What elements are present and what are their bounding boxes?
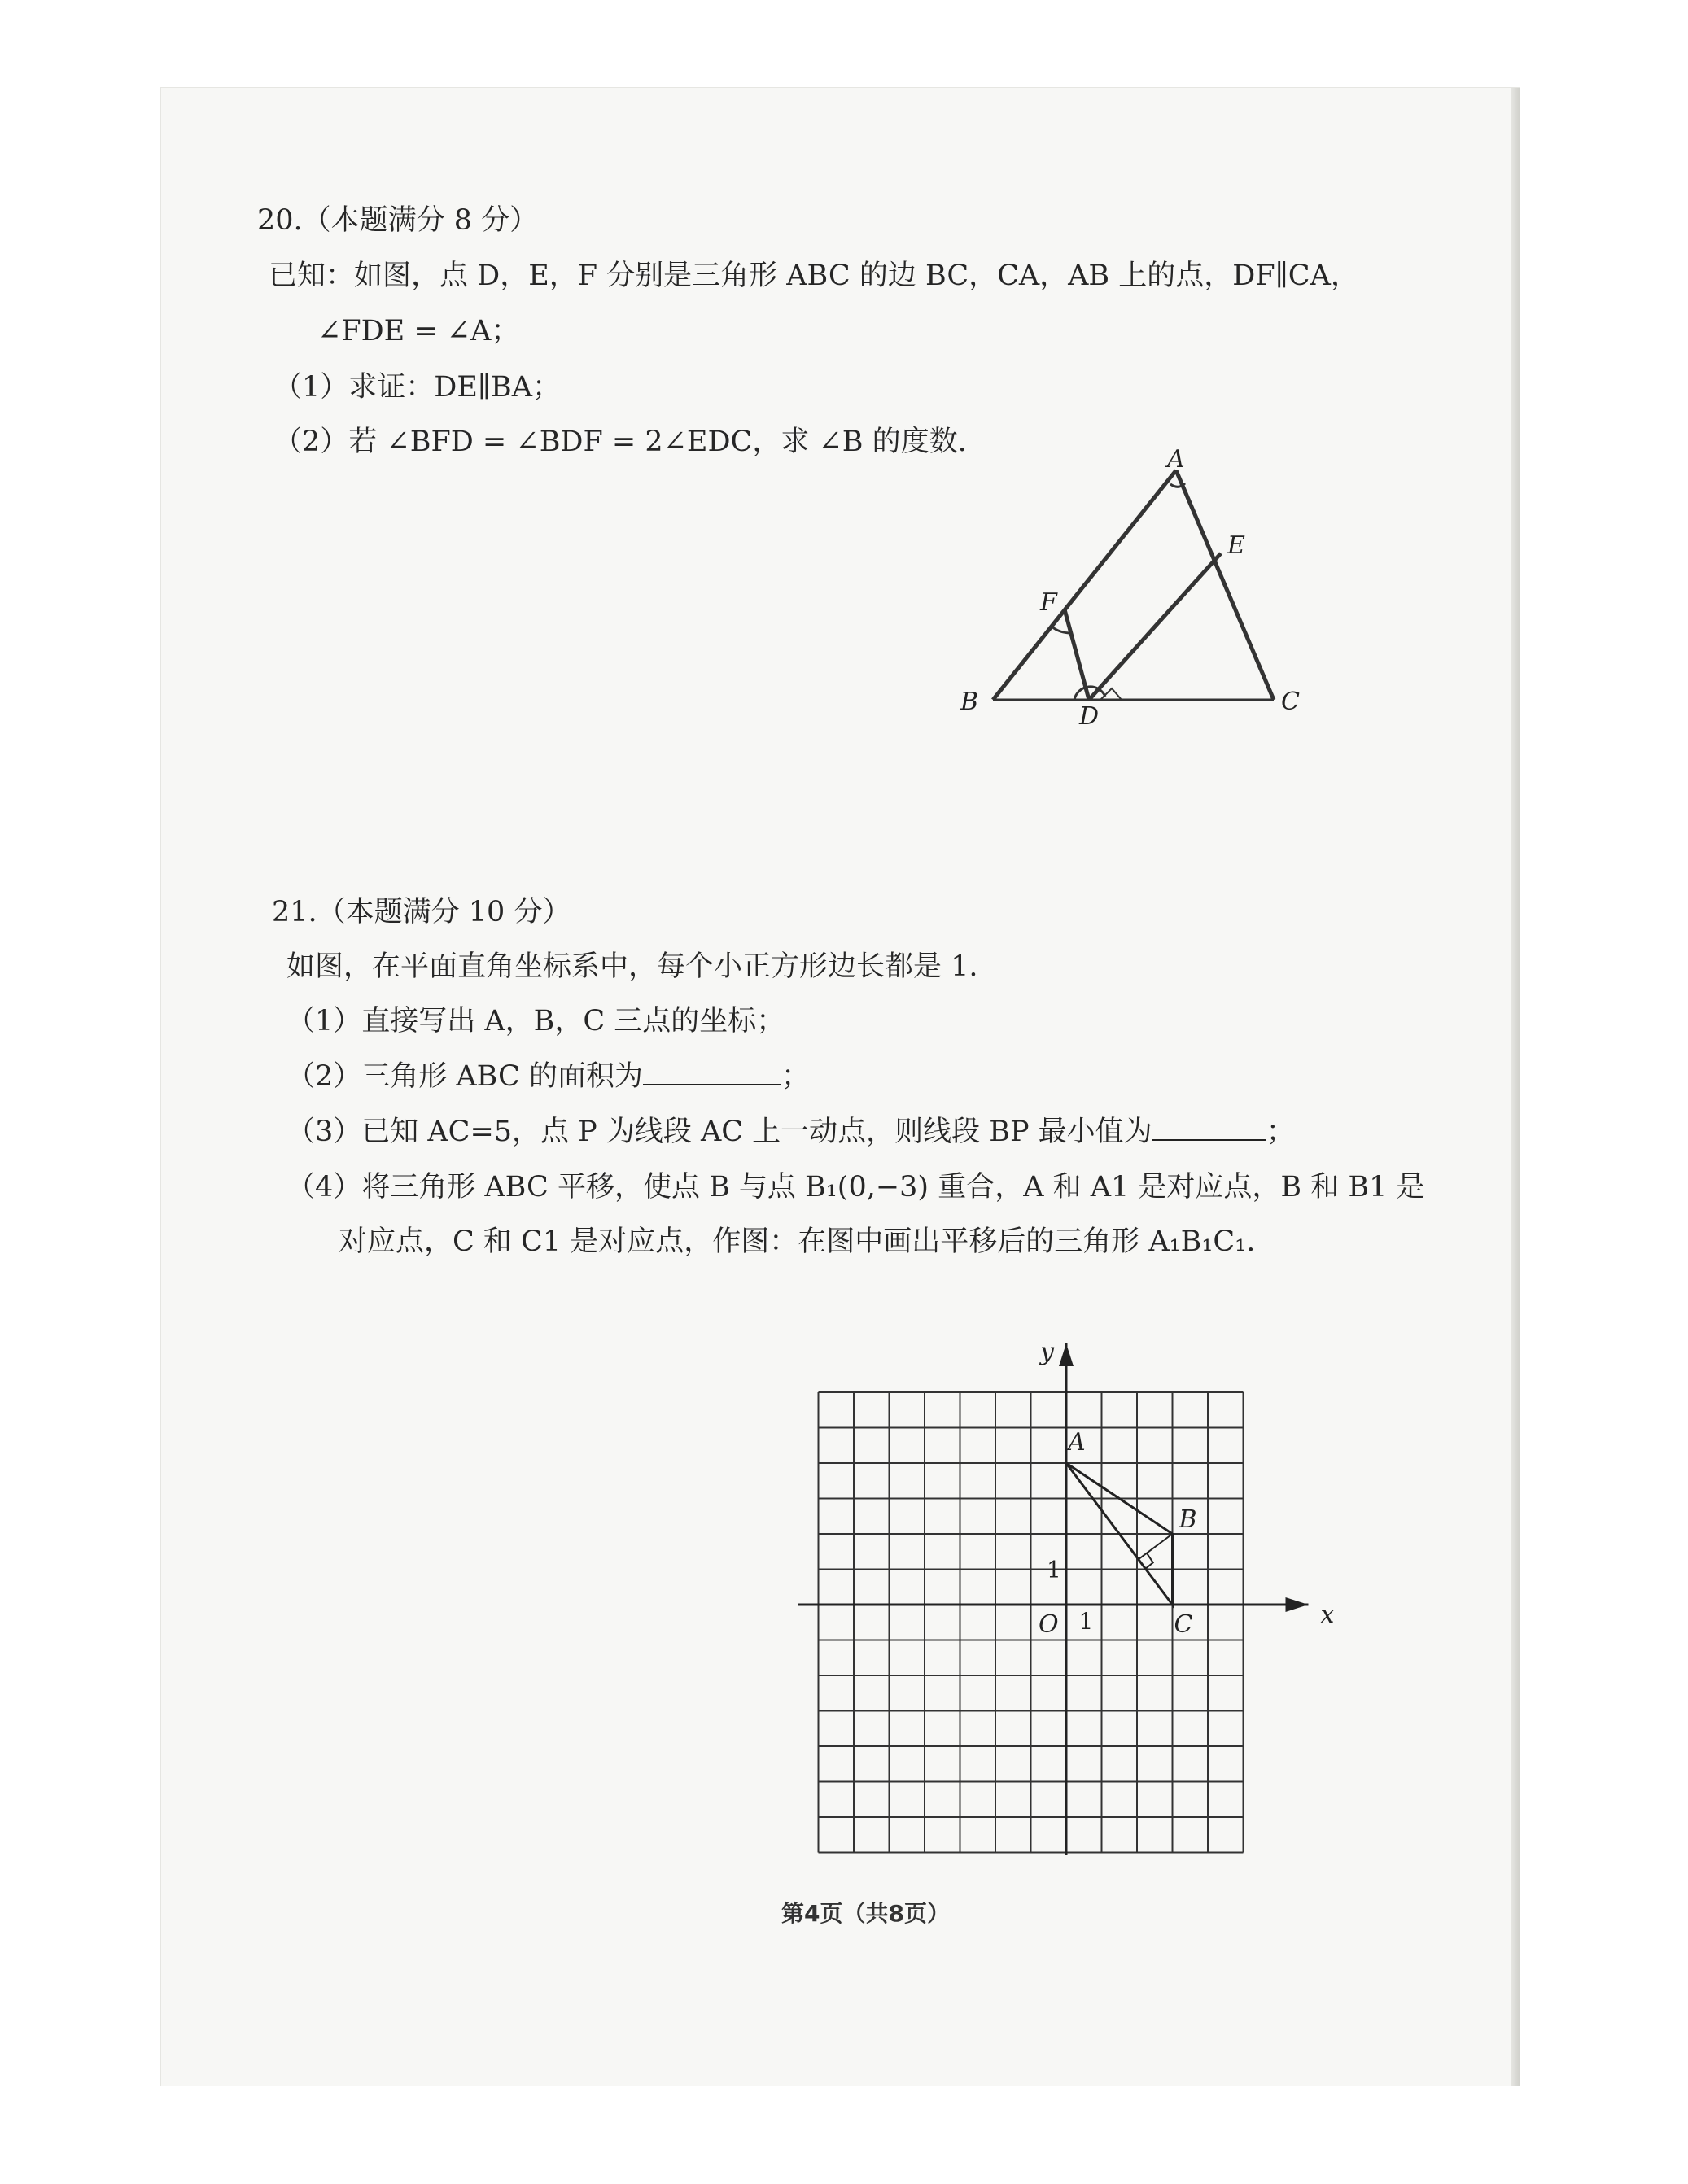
label-b: B <box>960 688 979 716</box>
page-number: 第4页（共8页） <box>781 1900 950 1927</box>
angle-mark-a <box>1170 483 1185 487</box>
q21-part4-line2: 对应点，C 和 C1 是对应点，作图：在图中画出平移后的三角形 A₁B₁C₁. <box>339 1225 1256 1258</box>
origin-label: O <box>1039 1610 1059 1639</box>
segment-de <box>1089 553 1221 700</box>
x-axis-arrow-icon <box>1286 1597 1309 1612</box>
q21-part3 <box>286 1115 1295 1149</box>
y-axis-label: y <box>1040 1338 1054 1366</box>
x-axis-label: x <box>1320 1601 1335 1629</box>
q21-part2-suffix: ； <box>781 1060 810 1093</box>
side-ab <box>993 470 1176 700</box>
answer-blank-bp[interactable] <box>1152 1115 1266 1141</box>
q21-part2-prefix: （2）三角形 ABC 的面积为 <box>286 1060 643 1093</box>
q20-header: 20.（本题满分 8 分） <box>257 204 539 237</box>
label-e: E <box>1227 531 1245 560</box>
y-unit-label: 1 <box>1047 1556 1061 1583</box>
y-axis-arrow-icon <box>1059 1343 1074 1366</box>
x-unit-label: 1 <box>1078 1608 1094 1635</box>
q21-part4-line1: （4）将三角形 ABC 平移，使点 B 与点 B₁(0,−3) 重合，A 和 A1 是对应点，B 和 B1 是 <box>286 1171 1425 1203</box>
label-d: D <box>1079 702 1100 724</box>
point-c-label: C <box>1174 1610 1193 1639</box>
label-f: F <box>1040 588 1057 617</box>
label-a: A <box>1167 448 1185 474</box>
answer-blank-area[interactable] <box>643 1059 781 1085</box>
q21-part3-prefix: （3）已知 AC=5，点 P 为线段 AC 上一动点，则线段 BP 最小值为 <box>286 1116 1152 1148</box>
q20-line1: 已知：如图，点 D，E，F 分别是三角形 ABC 的边 BC，CA，AB 上的点，DF∥CA， <box>269 260 1359 292</box>
q21-part1: （1）直接写出 A，B，C 三点的坐标； <box>286 1005 785 1037</box>
q20-line2: ∠FDE = ∠A； <box>317 315 520 347</box>
q21-header: 21.（本题满分 10 分） <box>272 896 571 928</box>
point-a-label: A <box>1068 1428 1086 1457</box>
point-b-label: B <box>1179 1505 1197 1534</box>
coordinate-grid-figure <box>798 1286 1400 1855</box>
perpendicular-bp <box>1139 1534 1173 1559</box>
right-angle-mark <box>1145 1553 1153 1569</box>
paper-edge <box>1511 88 1520 2086</box>
q21-part3-suffix: ； <box>1266 1116 1295 1148</box>
triangle-figure <box>944 448 1327 724</box>
q20-part1: （1）求证：DE∥BA； <box>273 371 562 404</box>
q21-intro: 如图，在平面直角坐标系中，每个小正方形边长都是 1. <box>286 950 978 983</box>
q21-part2 <box>286 1059 810 1094</box>
q20-part2: （2）若 ∠BFD = ∠BDF = 2∠EDC，求 ∠B 的度数. <box>273 426 967 458</box>
label-c: C <box>1281 688 1300 716</box>
